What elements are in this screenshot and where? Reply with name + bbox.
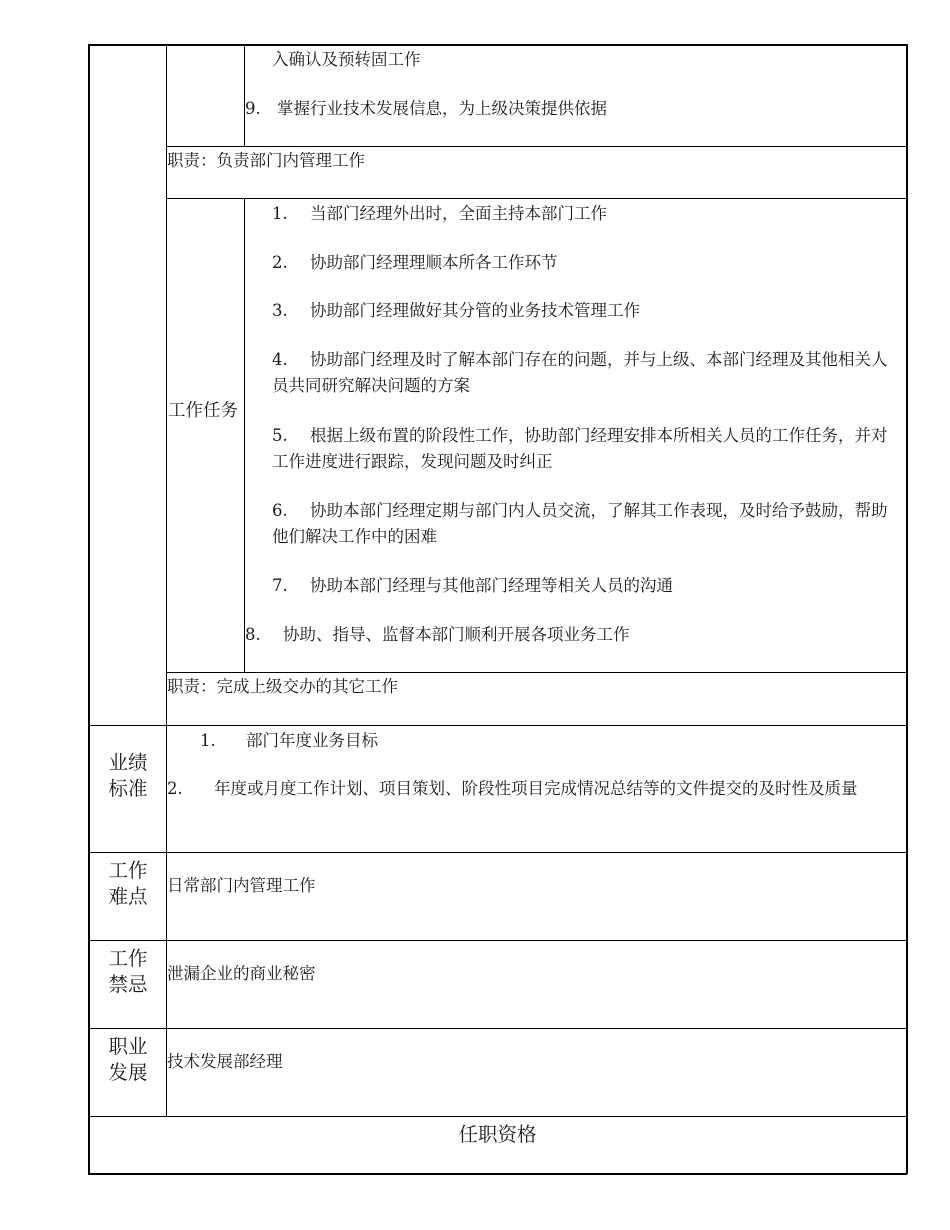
task-item-6 (272, 498, 890, 550)
difficulty-label: 工作难点 (108, 859, 148, 908)
table-border-top (88, 44, 907, 46)
divider-row-8 (88, 1116, 907, 1117)
list-item-number: 9. (245, 99, 261, 118)
duty-management: 职责：负责部门内管理工作 (167, 151, 365, 170)
divider-row-1 (166, 146, 907, 147)
list-item-text: 年度或月度工作计划、项目策划、阶段性项目完成情况总结等的文件提交的及时性及质量 (214, 779, 858, 798)
task-item-1 (272, 201, 607, 227)
divider-label-col (166, 44, 167, 1117)
list-item-text: 部门年度业务目标 (246, 731, 378, 750)
table-border-left (88, 44, 90, 1174)
list-item-number: 2. (167, 779, 183, 798)
divider-sub-col-1 (244, 44, 245, 146)
career-text: 技术发展部经理 (167, 1052, 283, 1071)
table-border-right (906, 44, 908, 1174)
list-item-number: 2. (272, 253, 288, 272)
list-item-number: 3. (272, 301, 288, 320)
divider-row-2 (166, 198, 907, 199)
divider-row-6 (88, 940, 907, 941)
list-item-text: 协助本部门经理与其他部门经理等相关人员的沟通 (310, 576, 673, 595)
list-item-text: 协助本部门经理定期与部门内人员交流，了解其工作表现，及时给予鼓励，帮助他们解决工作中的困难 (272, 501, 888, 546)
duty-other: 职责：完成上级交办的其它工作 (167, 677, 398, 696)
list-item-number: 8. (245, 625, 261, 644)
list-item-text: 协助、指导、监督本部门顺利开展各项业务工作 (283, 625, 630, 644)
prohibition-text: 泄漏企业的商业秘密 (167, 964, 316, 983)
list-item-text: 协助部门经理及时了解本部门存在的问题，并与上级、本部门经理及其他相关人员共同研究解决问题的方案 (272, 350, 888, 395)
list-item-9 (245, 96, 607, 122)
list-item-text: 当部门经理外出时，全面主持本部门工作 (310, 204, 607, 223)
list-item-number: 1. (272, 204, 288, 223)
list-item-text: 协助部门经理做好其分管的业务技术管理工作 (310, 301, 640, 320)
divider-row-5 (88, 852, 907, 853)
performance-item-1 (200, 728, 378, 754)
continued-item-tail: 入确认及预转固工作 (272, 50, 421, 69)
list-item-text: 掌握行业技术发展信息，为上级决策提供依据 (277, 99, 607, 118)
list-item-number: 4. (272, 350, 288, 369)
list-item-number: 1. (200, 731, 216, 750)
task-item-3 (272, 298, 640, 324)
divider-sub-col-2 (244, 198, 245, 672)
performance-item-2 (167, 776, 892, 802)
career-label: 职业发展 (108, 1035, 148, 1084)
list-item-number: 5. (272, 426, 288, 445)
list-item-number: 6. (272, 501, 288, 520)
task-item-4 (272, 347, 890, 399)
divider-row-3 (166, 672, 907, 673)
list-item-text: 协助部门经理理顺本所各工作环节 (310, 253, 558, 272)
task-item-7 (272, 573, 673, 599)
difficulty-text: 日常部门内管理工作 (167, 876, 316, 895)
list-item-text: 根据上级布置的阶段性工作，协助部门经理安排本所相关人员的工作任务，并对工作进度进行跟踪，发现问题及时纠正 (272, 426, 888, 471)
prohibition-label: 工作禁忌 (108, 947, 148, 996)
task-item-8 (245, 622, 630, 648)
qualifications-header: 任职资格 (458, 1123, 537, 1146)
table-border-bottom (88, 1173, 907, 1175)
divider-row-7 (88, 1028, 907, 1029)
list-item-number: 7. (272, 576, 288, 595)
divider-row-4 (88, 725, 907, 726)
task-item-5 (272, 423, 890, 475)
task-item-2 (272, 250, 558, 276)
work-tasks-label: 工作任务 (168, 401, 238, 421)
performance-label: 业绩标准 (108, 751, 148, 800)
